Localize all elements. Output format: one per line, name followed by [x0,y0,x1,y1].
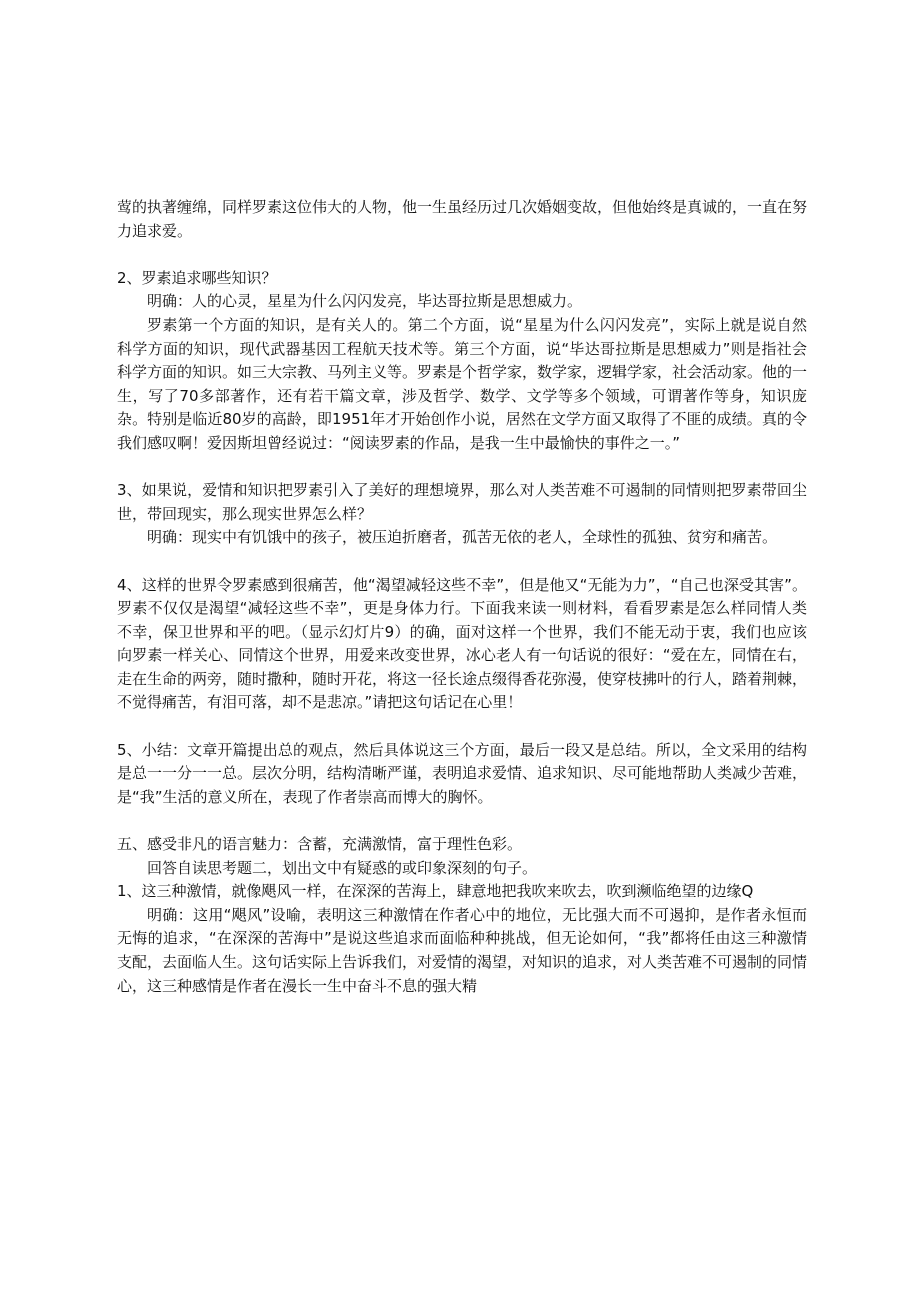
question-4-paragraph: 4、这样的世界令罗素感到很痛苦，他“渴望减轻这些不幸”，但是他又“无能为力”，“自己也深受其害”。罗素不仅仅是渴望“减轻这些不幸”，更是身体力行。下面我来读一则材料，看看罗素是怎么样同情人类不幸，保卫世界和平的吧。（显示幻灯片9）的确，面对这样一个世界，我们不能无动于衷，我们也应该向罗素一样关心、同情这个世界，用爱来改变世界，冰心老人有一句话说的很好：“爱在左，同情在右，走在生命的两旁，随时撒种，随时开花，将这一径长途点缀得香花弥漫，使穿枝拂叶的行人，踏着荆棘，不觉得痛苦，有泪可落，却不是悲凉。”请把这句话记在心里！ [117,575,808,712]
section-5-heading: 五、感受非凡的语言魅力：含蓄，充满激情，富于理性色彩。 [117,835,523,854]
question-3-answer: 明确：现实中有饥饿中的孩子，被压迫折磨者，孤苦无依的老人，全球性的孤独、贫穷和痛苦。 [147,528,778,547]
paragraph-continuation: 莺的执著缠绵，同样罗素这位伟大的人物，他一生虽经历过几次婚姻变故，但他始终是真诚的，一直在努力追求爱。 [117,198,808,240]
paragraph-gap [117,809,807,833]
paragraph-gap [117,456,807,480]
document-body [117,196,807,998]
summary-paragraph: 5、小结：文章开篇提出总的观点，然后具体说这三个方面，最后一段又是总结。所以，全文采用的结构是总一一分一一总。层次分明，结构清晰严谨，表明追求爱情、追求知识、尽可能地帮助人类减少苦难，是“我”生活的意义所在，表现了作者崇高而博大的胸怀。 [117,740,808,806]
question-3-heading: 3、如果说，爱情和知识把罗素引入了美好的理想境界，那么对人类苦难不可遏制的同情则把罗素带回尘世，带回现实，那么现实世界怎么样？ [117,481,807,523]
sentence-1-explanation: 明确：这用“飓风”设喻，表明这三种激情在作者心中的地位，无比强大而不可遏抑，是作者永恒而无悔的追求，“在深深的苦海中”是说这些追求而面临种种挑战，但无论如何，“我”都将任由这三种激情支配，去面临人生。这句话实际上告诉我们，对爱情的渴望，对知识的追求，对人类苦难不可遏制的同情心，这三种感情是作者在漫长一生中奋斗不息的强大精 [117,905,808,995]
question-2-heading: 2、罗素追求哪些知识？ [117,268,277,287]
question-2-answer: 明确：人的心灵，星星为什么闪闪发亮，毕达哥拉斯是思想威力。 [147,292,583,311]
paragraph-gap [117,715,807,739]
paragraph-gap [117,550,807,574]
paragraph-gap [117,243,807,267]
section-5-instruction: 回答自读思考题二，划出文中有疑惑的或印象深刻的句子。 [147,858,538,877]
sentence-1-quote: 1、这三种激情，就像飓风一样，在深深的苦海上，肆意地把我吹来吹去，吹到濒临绝望的边缘Q [117,882,754,901]
question-2-explanation: 罗素第一个方面的知识，是有关人的。第二个方面，说“星星为什么闪闪发亮”，实际上就是说自然科学方面的知识，现代武器基因工程航天技术等。第三个方面，说“毕达哥拉斯是思想威力”则是指社会科学方面的知识。如三大宗教、马列主义等。罗素是个哲学家，数学家，逻辑学家，社会活动家。他的一生，写了70多部著作，还有若干篇文章，涉及哲学、数学、文学等多个领域，可谓著作等身，知识庞杂。特别是临近80岁的高龄，即1951年才开始创作小说，居然在文学方面又取得了不匪的成绩。真的令我们感叹啊！爱因斯坦曾经说过：“阅读罗素的作品，是我一生中最愉快的事件之一。” [117,315,808,452]
